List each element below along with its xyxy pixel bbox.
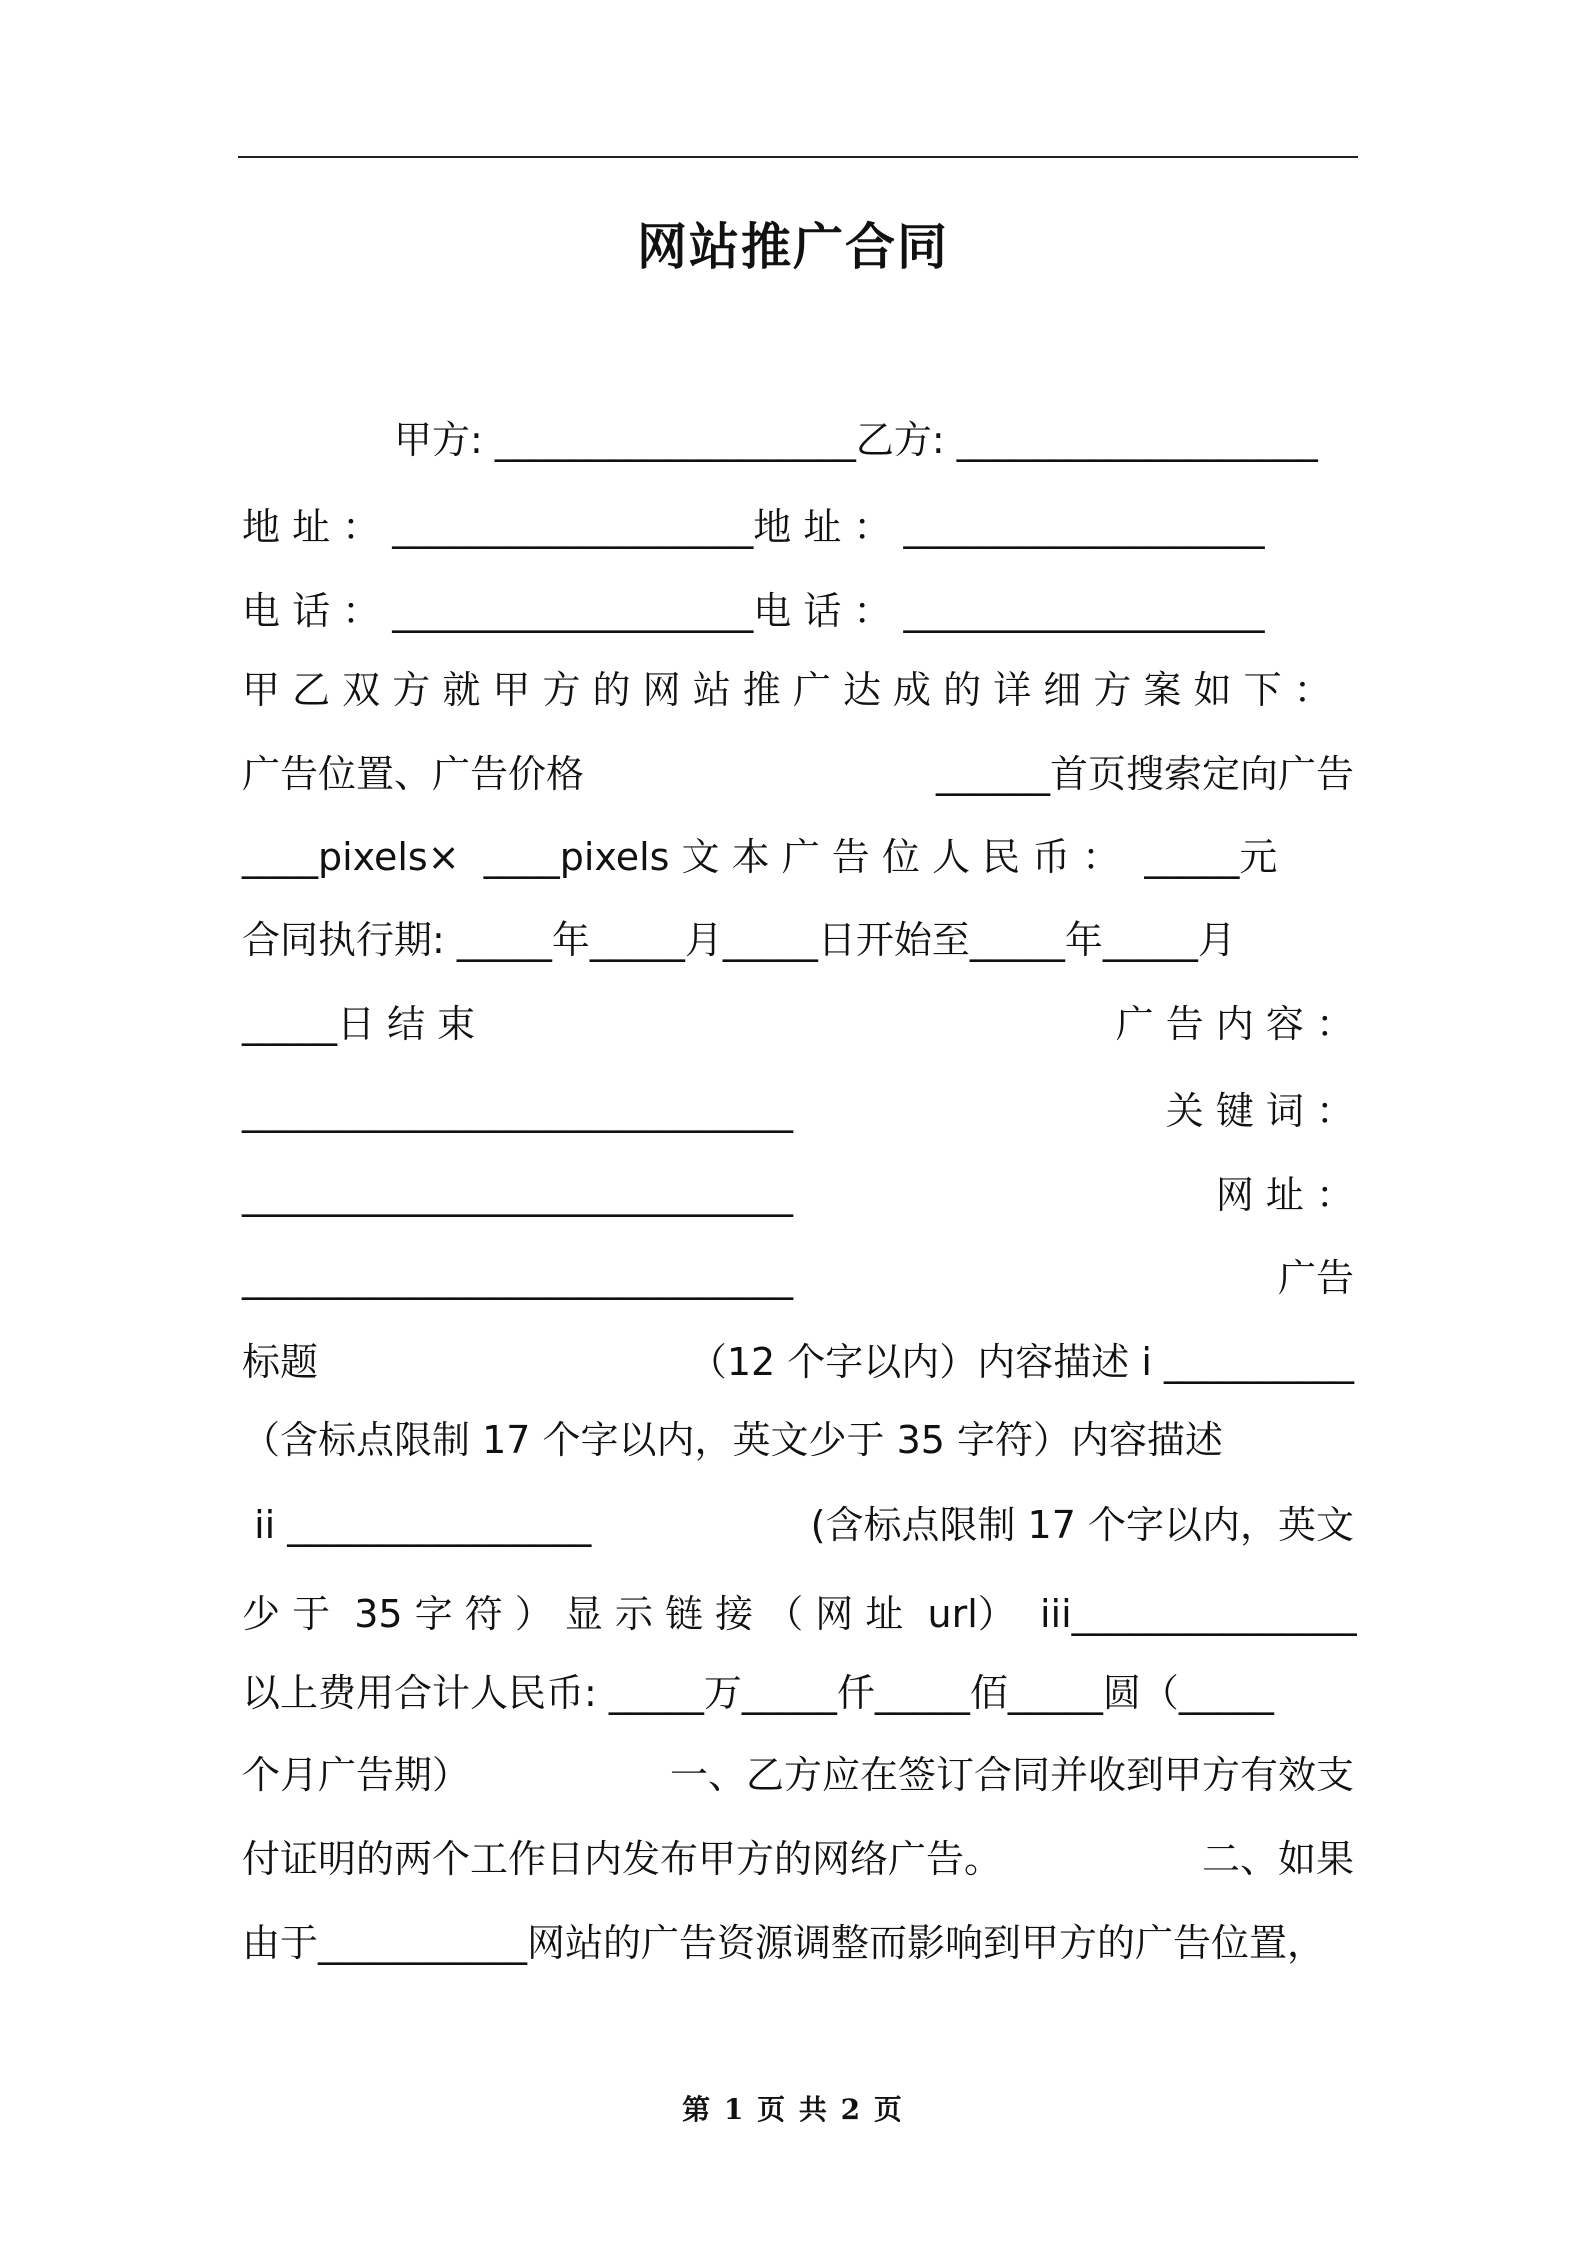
party-names-line: 甲方: ___________________乙方: ___________________ xyxy=(394,418,1318,462)
display-link-line: 少 于 35 字 符 ） 显 示 链 接 （ 网 址 url） iii_______________ xyxy=(242,1592,1357,1636)
url-blank: _____________________________ xyxy=(242,1256,793,1300)
ad-type-field: ______首页搜索定向广告 xyxy=(935,752,1354,796)
clause-one-end: 付证明的两个工作日内发布甲方的网络广告。 xyxy=(242,1837,1003,1881)
contract-end-line: _____日 结 束 xyxy=(242,1002,476,1046)
phone-line: 电 话 ： ___________________电 话 ： ___________________ xyxy=(242,589,1265,633)
keyword-blank: _____________________________ xyxy=(242,1173,793,1217)
header-rule xyxy=(238,156,1358,158)
url-label: 网 址 ： xyxy=(1215,1173,1354,1217)
ad-content-blank: _____________________________ xyxy=(242,1089,793,1133)
clause-one-start: 一、乙方应在签订合同并收到甲方有效支 xyxy=(669,1753,1354,1797)
ad-size-price-line: ____pixels× ____pixels 文 本 广 告 位 人 民 币 ： _____元 xyxy=(242,835,1278,879)
total-fee-line: 以上费用合计人民币: _____万_____仟_____佰_____圆（_____ xyxy=(242,1671,1274,1715)
ad-content-label: 广 告 内 容 ： xyxy=(1115,1002,1354,1046)
page-number: 第 1 页 共 2 页 xyxy=(682,2093,904,2126)
contract-period-line: 合同执行期: _____年_____月_____日开始至_____年_____月 xyxy=(242,918,1236,962)
ad-period-line: 个月广告期） xyxy=(242,1753,471,1797)
clause-two-line: 由于___________网站的广告资源调整而影响到甲方的广告位置， xyxy=(242,1921,1326,1965)
ad-position-label: 广告位置、广告价格 xyxy=(242,752,585,796)
clause-two-start: 二、如果 xyxy=(1201,1837,1354,1881)
description-limit-line: （含标点限制 17 个字以内，英文少于 35 字符）内容描述 xyxy=(242,1418,1224,1462)
ad-title-label-end: 标题 xyxy=(242,1340,319,1384)
agreement-intro-line: 甲 乙 双 方 就 甲 方 的 网 站 推 广 达 成 的 详 细 方 案 如 下 ： xyxy=(242,668,1332,712)
description-ii-blank: ii ________________ xyxy=(242,1503,592,1547)
document-title: 网站推广合同 xyxy=(637,218,949,276)
description-i-line: （12 个字以内）内容描述 i __________ xyxy=(688,1340,1354,1384)
address-line: 地 址 ： ___________________地 址 ： ___________________ xyxy=(242,505,1265,549)
keyword-label: 关 键 词 ： xyxy=(1165,1089,1354,1133)
ad-title-label-start: 广告 xyxy=(1277,1256,1354,1300)
description-ii-limit: (含标点限制 17 个字以内，英文 xyxy=(810,1503,1354,1547)
